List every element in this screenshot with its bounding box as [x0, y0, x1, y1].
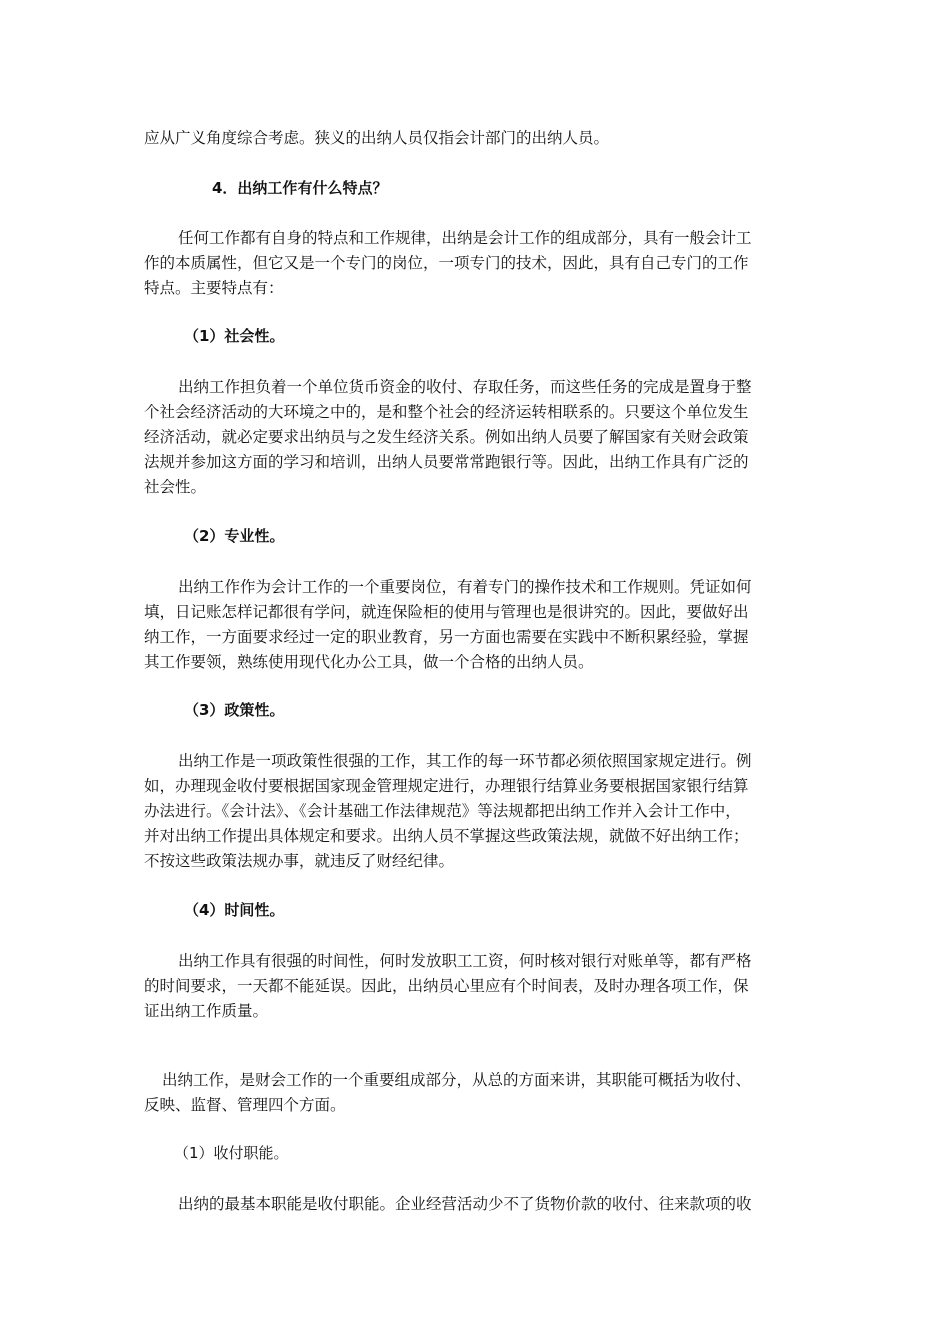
section4-title: 4．出纳工作有什么特点？: [212, 179, 388, 197]
feature-text-line: 纳工作，一方面要求经过一定的职业教育，另一方面也需要在实践中不断积累经验，掌握: [144, 628, 749, 646]
feature-text-line: 个社会经济活动的大环境之中的，是和整个社会的经济运转相联系的。只要这个单位发生: [144, 403, 749, 421]
section4-intro-line: 特点。主要特点有：: [144, 279, 284, 297]
functions-intro-line: 反映、监督、管理四个方面。: [144, 1096, 346, 1114]
function1-title: （1）收付职能。: [174, 1144, 289, 1162]
section4-intro-line: 任何工作都有自身的特点和工作规律，出纳是会计工作的组成部分，具有一般会计工: [178, 229, 752, 247]
function1-text-line: 出纳的最基本职能是收付职能。企业经营活动少不了货物价款的收付、往来款项的收: [178, 1195, 752, 1213]
feature-title-timeliness: （4）时间性。: [184, 901, 285, 919]
feature-text-line: 社会性。: [144, 478, 207, 496]
section4-intro-line: 作的本质属性，但它又是一个专门的岗位，一项专门的技术，因此，具有自己专门的工作: [144, 254, 749, 272]
feature-text-line: 不按这些政策法规办事，就违反了财经纪律。: [144, 852, 455, 870]
intro-tail-line: 应从广义角度综合考虑。狭义的出纳人员仅指会计部门的出纳人员。: [144, 129, 610, 147]
feature-text-line: 其工作要领，熟练使用现代化办公工具，做一个合格的出纳人员。: [144, 653, 594, 671]
feature-text-line: 证出纳工作质量。: [144, 1002, 269, 1020]
feature-text-line: 填，日记账怎样记都很有学问，就连保险柜的使用与管理也是很讲究的。因此，要做好出: [144, 603, 749, 621]
functions-intro-line: 出纳工作，是财会工作的一个重要组成部分，从总的方面来讲，其职能可概括为收付、: [162, 1071, 752, 1089]
feature-text-line: 出纳工作具有很强的时间性，何时发放职工工资，何时核对银行对账单等，都有严格: [178, 952, 752, 970]
feature-text-line: 并对出纳工作提出具体规定和要求。出纳人员不掌握这些政策法规，就做不好出纳工作；: [144, 827, 749, 845]
feature-text-line: 出纳工作担负着一个单位货币资金的收付、存取任务，而这些任务的完成是置身于整: [178, 378, 752, 396]
feature-title-policy: （3）政策性。: [184, 701, 285, 719]
feature-title-social: （1）社会性。: [184, 327, 285, 345]
feature-text-line: 办法进行。《会计法》、《会计基础工作法律规范》等法规都把出纳工作并入会计工作中，: [144, 802, 741, 820]
feature-text-line: 的时间要求，一天都不能延误。因此，出纳员心里应有个时间表，及时办理各项工作，保: [144, 977, 749, 995]
feature-text-line: 经济活动，就必定要求出纳员与之发生经济关系。例如出纳人员要了解国家有关财会政策: [144, 428, 749, 446]
feature-title-professional: （2）专业性。: [184, 527, 285, 545]
feature-text-line: 出纳工作是一项政策性很强的工作，其工作的每一环节都必须依照国家规定进行。例: [178, 752, 752, 770]
feature-text-line: 如，办理现金收付要根据国家现金管理规定进行，办理银行结算业务要根据国家银行结算: [144, 777, 749, 795]
feature-text-line: 出纳工作作为会计工作的一个重要岗位，有着专门的操作技术和工作规则。凭证如何: [178, 578, 752, 596]
feature-text-line: 法规并参加这方面的学习和培训，出纳人员要常常跑银行等。因此，出纳工作具有广泛的: [144, 453, 749, 471]
